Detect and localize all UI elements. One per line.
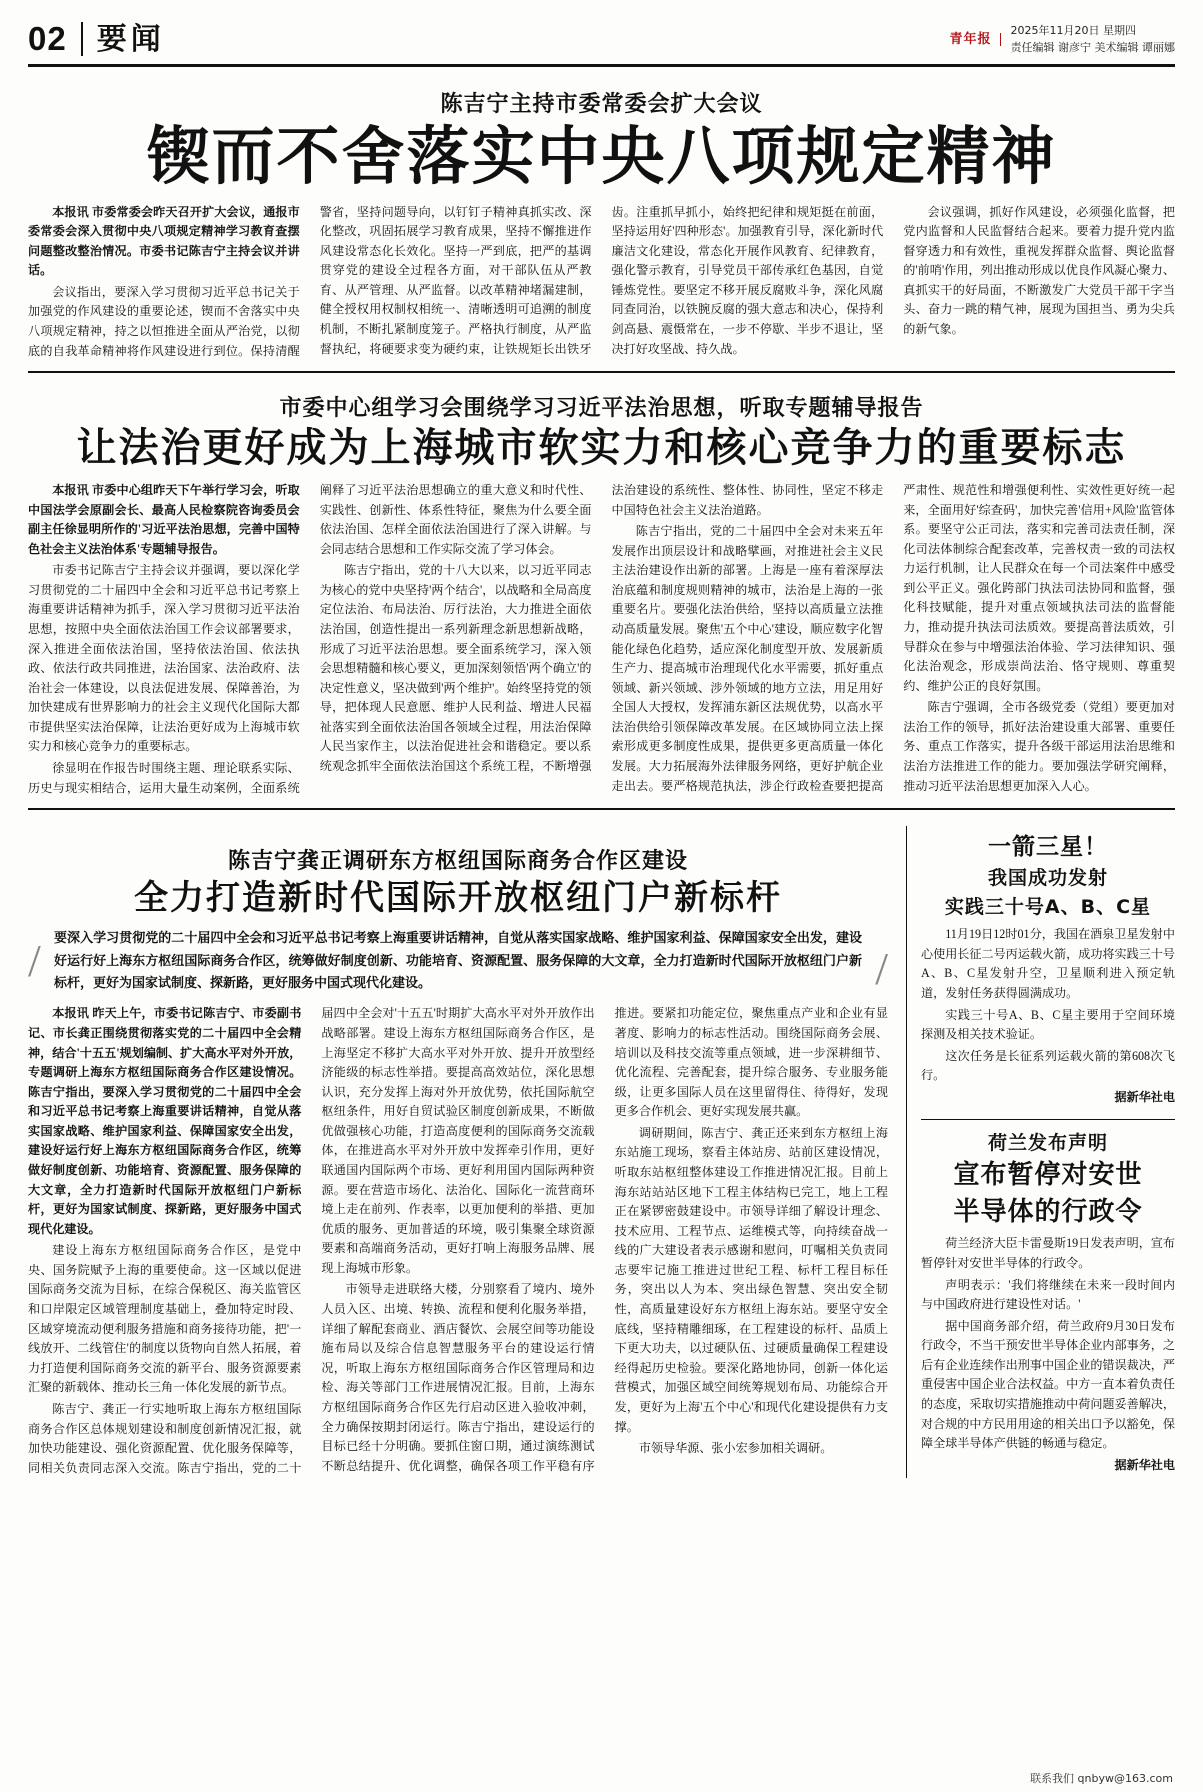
article3-paragraph: 陈吉宁、龚正一行实地听取上海东方枢纽国际商务合作区总体规划建设和制度创新情况汇报，就加快功能建设、强化资源配置、优化服务保障等，同相关负责同志深入交流。陈吉宁指出，党的二十届四中全会对'十五五'时期扩大高水平对外开放作出战略部署。建设上海东方枢纽国际商务合作区，是上海坚定不移扩大高水平对外开放、提升开放型经济能级的标志性举措。要提高高效站位，深化思想认识，充分发挥上海对外开放优势，依托国际航空枢纽条件，用好自贸试验区制度创新成果，不断做优做强核心功能，打造高度便利的国际商务交流载体，在推进高水平对外开放中发挥牵引作用，更好联通国内国际两个市场、更好利用国内国际两种资源。要在营造市场化、法治化、国际化一流营商环境上走在前列、作表率，以更加便利的举措、更加优质的服务、更加普适的环境，吸引集聚全球资源要素和高端商务活动，更好打响上海服务品牌、展现上海城市形象。 bbox=[28, 1006, 595, 1475]
editors-line: 责任编辑 谢彦宁 美术编辑 谭丽娜 bbox=[1010, 40, 1175, 54]
quote-slash-left-icon: / bbox=[28, 935, 41, 987]
sidebar-story2-paragraph: 声明表示：'我们将继续在未来一段时间内与中国政府进行建设性对话。' bbox=[921, 1277, 1175, 1312]
sidebar-story2-body bbox=[921, 1234, 1175, 1475]
article3-headline: 全力打造新时代国际开放枢纽门户新标杆 bbox=[134, 878, 782, 919]
article3-paragraph: 市领导华源、张小宏参加相关调研。 bbox=[638, 1441, 833, 1456]
section-title: 要闻 bbox=[96, 22, 165, 57]
section-rule bbox=[28, 371, 1175, 373]
masthead bbox=[28, 0, 1175, 67]
sidebar-story2-paragraph: 据中国商务部介绍，荷兰政府9月30日发布行政令，不当干预安世半导体企业内部事务，之后有企业连续作出刑事中国企业的错误裁决，严重侵害中国企业合法权益。中方一直本着负责任的态度，采取切实措施推动中荷问题妥善解决，对合规的中方民用用途的相关出口予以豁免，保障全球半导体产供链的畅通与稳定。 bbox=[921, 1318, 1175, 1451]
section-rule bbox=[28, 808, 1175, 810]
sidebar-story1-paragraph: 11月19日12时01分，我国在酒泉卫星发射中心使用长征二号丙运载火箭，成功将实践三十号A、B、C星发射升空，卫星顺利进入预定轨道，发射任务获得圆满成功。 bbox=[921, 927, 1175, 1000]
sidebar-story1-title-line2: 实践三十号A、B、C星 bbox=[944, 896, 1152, 919]
masthead-divider bbox=[81, 22, 83, 56]
sidebar-story1-kicker: 一箭三星！ bbox=[988, 834, 1108, 861]
quote-slash-right-icon: / bbox=[875, 943, 888, 995]
article2-headline: 让法治更好成为上海城市软实力和核心竞争力的重要标志 bbox=[76, 425, 1127, 472]
article3-body bbox=[28, 1004, 888, 1478]
article2-paragraph: 徐显明在作报告时围绕主题、理论联系实际、历史与现实相结合，运用大量生动案例，全面系统阐释了习近平法治思想确立的重大意义和时代性、实践性、创新性、体系性特征，聚焦为什么要全面依法治国、怎样全面依法治国进行了深入讲解。与会同志结合思想和工作实际交流了学习体会。 bbox=[28, 482, 592, 795]
article-lead bbox=[28, 67, 1175, 361]
lower-section bbox=[28, 826, 1175, 1478]
sidebar-story-nexperia bbox=[921, 1128, 1175, 1475]
sidebar-story1-paragraph: 实践三十号A、B、C星主要用于空间环境探测及相关技术验证。 bbox=[921, 1007, 1175, 1042]
article3-paragraph: 市领导走进联络大楼，分别察看了境内、境外人员入区、出境、转换、流程和便利化服务举措，详细了解配套商业、酒店餐饮、会展空间等功能设施布局以及综合信息智慧服务平台的建设运行情况，听取上海东方枢纽国际商务合作区管理局和边检、海关等部门工作进展情况汇报。目前，上海东方枢纽国际商务合作区先行启动区进入验收冲刺，全力确保按期封闭运行。陈吉宁指出，建设运行的目标已经十分明确。要抓住窗口期，通过演练测试不断总结提升、优化调整，确保各项工作平稳有序推进。要紧扣功能定位，聚焦重点产业和企业有显著度、影响力的标志性活动。围绕国际商务会展、培训以及科技交流等重点领域，进一步深耕细节、优化流程、完善配套，提升综合服务、专业服务能级，让更多国际人员在这里留得住、待得好，发现更多合作机会、更好实现发展共赢。 bbox=[321, 1006, 888, 1473]
sidebar-story2-source: 据新华社电 bbox=[1114, 1457, 1175, 1472]
article3-paragraph: 调研期间，陈吉宁、龚正还来到东方枢纽上海东站施工现场，察看主体站房、站前区建设情况，听取东站枢纽整体建设工作推进情况汇报。目前上海东站站站区地下工程主体结构已完工，地上工程正在紧锣密鼓建设中。市领导详细了解设计理念、技术应用、工程节点、运维模式等，向持续奋战一线的广大建设者表示感谢和慰问，叮嘱相关负责同志要牢记施工推进过世纪工程、标杆工程目标任务，突出以人为本、突出绿色智慧、突出安全韧性，高质量建设好东方枢纽上海东站。要坚守安全底线，坚持精雕细琢，在工程建设的标杆、品质上下更大功夫，以过硬队伍、过硬质量确保工程建设经得起历史检验。要深化路地协同，创新一体化运营模式，加强区域空间统筹规划布局、功能综合开发，更好为上海'五个中心'和现代化建设提供有力支撑。 bbox=[614, 1125, 888, 1434]
sidebar-story1-title-line1: 我国成功发射 bbox=[987, 867, 1108, 890]
article1-body bbox=[28, 203, 1175, 362]
article1-subhead: 陈吉宁主持市委常委会扩大会议 bbox=[440, 92, 763, 117]
article1-headline: 锲而不舍落实中央八项规定精神 bbox=[146, 120, 1057, 193]
article1-paragraph: 本报讯 市委常委会昨天召开扩大会议，通报市委常委会深入贯彻中央八项规定精神学习教育查摆问题整改整治情况。市委书记陈吉宁主持会议并讲话。 bbox=[28, 204, 300, 278]
article2-paragraph: 市委书记陈吉宁主持会议并强调，要以深化学习贯彻党的二十届四中全会和习近平总书记考察上海重要讲话精神为抓手，深入学习贯彻习近平法治思想，按照中央全面依法治国工作会议部署要求，深入推进全面依法治国，坚持依法治国、依法执政、依法行政共同推进，法治国家、法治政府、法治社会一体建设，以良法促进发展、保障善治，为加快建成有世界影响力的社会主义现代化国际大都市提供坚实法治保障，让法治更好成为上海城市软实力和核心竞争力的重要标志。 bbox=[28, 563, 300, 754]
footer-contact: 联系我们 qnbyw@163.com bbox=[1030, 1772, 1173, 1785]
sidebar-story-satellite bbox=[921, 828, 1175, 1107]
sidebar-divider bbox=[921, 1119, 1175, 1120]
sidebar-story2-title-line2: 半导体的行政令 bbox=[953, 1196, 1143, 1227]
sidebar-story2-paragraph: 荷兰经济大臣卡雷曼斯19日发表声明，宣布暂停针对安世半导体的行政令。 bbox=[921, 1236, 1175, 1270]
article2-body bbox=[28, 481, 1175, 798]
sidebar-story1-paragraph: 这次任务是长征系列运载火箭的第608次飞行。 bbox=[921, 1048, 1175, 1083]
article1-paragraph: 会议强调，抓好作风建设，必须强化监督，把党内监督和人民监督结合起来。要着力提升党内监督穿透力和有效性，重视发挥群众监督、舆论监督的'前哨'作用，列出推动形成以优良作风凝心聚力、真抓实干的好局面，不断激发广大党员干部干字当头、奋力一跳的精气神，展现为国担当、勇为尖兵的新气象。 bbox=[903, 204, 1175, 337]
paper-logo: 青年报 bbox=[949, 33, 1000, 47]
masthead-meta bbox=[1011, 23, 1176, 56]
sidebar-story1-source: 据新华社电 bbox=[1114, 1089, 1175, 1104]
page-number: 02 bbox=[28, 20, 67, 57]
masthead-right bbox=[949, 23, 1175, 58]
article3-abstract bbox=[28, 927, 888, 995]
article2-subhead: 市委中心组学习会围绕学习习近平法治思想，听取专题辅导报告 bbox=[279, 396, 924, 422]
sidebar-story1-body bbox=[921, 925, 1175, 1107]
article2-paragraph: 陈吉宁强调，全市各级党委（党组）要更加对法治工作的领导，抓好法治建设重大部署、重要任务、重点工作落实，提升各级干部运用法治思维和法治方法推进工作的能力。要加强法学研究阐释，推动习近平法治思想更加深入人心。 bbox=[903, 700, 1175, 793]
article2-paragraph: 本报讯 市委中心组昨天下午举行学习会，听取中国法学会原副会长、最高人民检察院咨询委员会副主任徐显明所作的'习近平法治思想，完善中国特色社会主义法治体系'专题辅导报告。 bbox=[28, 482, 300, 556]
article3-paragraph: 建设上海东方枢纽国际商务合作区，是党中央、国务院赋予上海的重要使命。这一区域以促进国际商务交流为目标，在综合保税区、海关监管区和口岸限定区域管理制度基础上，叠加特定时段、区域穿境流动便利服务措施和商务接待功能，把'一线放开、二线管住'的制度以货物向自然人拓展，着力打造便利国际商务交流的新平台、服务资源要素汇聚的新载体、推动长三角一体化发展的新节点。 bbox=[28, 1243, 302, 1395]
article-hub bbox=[28, 826, 888, 1478]
publication-date: 2025年11月20日 星期四 bbox=[1010, 24, 1136, 37]
article-fazhi bbox=[28, 391, 1175, 798]
article3-abstract-text: 要深入学习贯彻党的二十届四中全会和习近平总书记考察上海重要讲话精神，自觉从落实国家战略、维护国家利益、保障国家安全出发，建设好运行好上海东方枢纽国际商务合作区，统筹做好制度创新、功能培育、资源配置、服务保障的大文章，全力打造新时代国际开放枢纽门户新标杆，更好为国家试制度、探新路，更好服务中国式现代化建设。 bbox=[54, 930, 862, 991]
article2-paragraph: 陈吉宁指出，党的十八大以来，以习近平同志为核心的党中央坚持'两个结合'，以战略和全局高度定位法治、布局法治、厉行法治，大力推进全面依法治国，创造性提出一系列新理念新思想新战略，形成了习近平法治思想。要全面系统学习，深入领会思想精髓和核心要义，更加深刻领悟'两个确立'的决定性意义，坚决做到'两个维护'。始终坚持党的领导，把体现人民意愿、维护人民利益、增进人民福祉落实到全面依法治国各领域全过程，用法治保障人民当家作主，以法治促进社会和谐稳定。要以系统观念抓牢全面依法治国这个系统工程，不断增强法治建设的系统性、整体性、协同性，坚定不移走中国特色社会主义法治道路。 bbox=[319, 482, 884, 774]
sidebar-column bbox=[906, 826, 1175, 1478]
article2-paragraph: 陈吉宁指出，党的二十届四中全会对未来五年发展作出顶层设计和战略擘画，对推进社会主义民主法治建设作出新的部署。上海是一座有着深厚法治底蕴和制度规则精神的城市，法治是上海的一张重要名片。要强化法治供给，坚持以高质量立法推动高质量发展。聚焦'五个中心'建设，顺应数字化智能化绿色化趋势，适应深化制度型开放、发展新质生产力、提高城市治理现代化水平需要，抓好重点领域、新兴领域、涉外领域的地方立法，用足用好全国人大授权，发挥浦东新区法规优势，以高水平法治供给引领保障改革发展。在区域协同立法上探索形成更多制度性成果，提供更多更高质量一体化发展。大力拓展海外法律服务网络，更好护航企业走出去。要严格规范执法，涉企行政检查要把提高严肃性、规范性和增强便利性、实效性更好统一起来，全面用好'综查码'，加快完善'信用+风险'监管体系。要坚守公正司法，落实和完善司法责任制，深化司法体制综合配套改革，完善权责一致的司法权力运行机制，让人民群众在每一个司法案件中感受到公平正义。强化跨部门执法司法协同和监督，强化科技赋能，提升对重点领域执法司法的监督能力，推动提升执法司法质效。要提高普法质效，引导群众在参与中增强法治体验、学习法律知识、强化法治观念，形成崇尚法治、恪守规则、尊重契约、维护公正的良好氛围。 bbox=[611, 482, 1175, 793]
article3-paragraph: 本报讯 昨天上午，市委书记陈吉宁、市委副书记、市长龚正围绕贯彻落实党的二十届四中全会精神，结合'十五五'规划编制、扩大高水平对外开放，专题调研上海东方枢纽国际商务合作区建设情况。陈吉宁指出，要深入学习贯彻党的二十届四中全会和习近平总书记考察上海重要讲话精神，自觉从落实国家战略、维护国家利益、保障国家安全出发，建设好运行好上海东方枢纽国际商务合作区，统筹做好制度创新、功能培育、资源配置、服务保障的大文章，全力打造新时代国际开放枢纽门户新标杆，更好为国家试制度、探新路，更好服务中国式现代化建设。 bbox=[28, 1006, 302, 1236]
article3-subhead: 陈吉宁龚正调研东方枢纽国际商务合作区建设 bbox=[227, 849, 688, 875]
article1-paragraph: 会议指出，要深入学习贯彻习近平总书记关于加强党的作风建设的重要论述，锲而不舍落实中央八项规定精神，持之以恒推进全面从严治党，以彻底的自我革命精神将作风建设进行到位。保持清醒警省，坚持问题导向，以钉钉子精神真抓实改、深化整改，巩固拓展学习教育成果，坚持不懈推进作风建设常态化长效化。坚持一严到底，把严的基调贯穿党的建设全过程各方面，对干部队伍从严教育、从严管理、从严监督。以改革精神堵漏建制，健全授权用权制权相统一、清晰透明可追溯的制度机制，不断扎紧制度笼子。严格执行制度，从严监督执纪，将硬要求变为硬约束，让铁规矩长出铁牙齿。注重抓早抓小，始终把纪律和规矩挺在前面，坚持运用好'四种形态'。加强教育引导，深化新时代廉洁文化建设，常态化开展作风教育、纪律教育，强化警示教育，引导党员干部传承红色基因，自觉锤炼党性。要坚定不移开展反腐败斗争，深化风腐同查同治，以铁腕反腐的强大意志和决心，保持利剑高悬、震慑常在，一步不停歇、半步不退让，坚决打好攻坚战、持久战。 bbox=[28, 204, 884, 358]
sidebar-story2-title-line1: 宣布暂停对安世 bbox=[953, 1160, 1143, 1191]
sidebar-story2-kicker: 荷兰发布声明 bbox=[987, 1132, 1108, 1155]
